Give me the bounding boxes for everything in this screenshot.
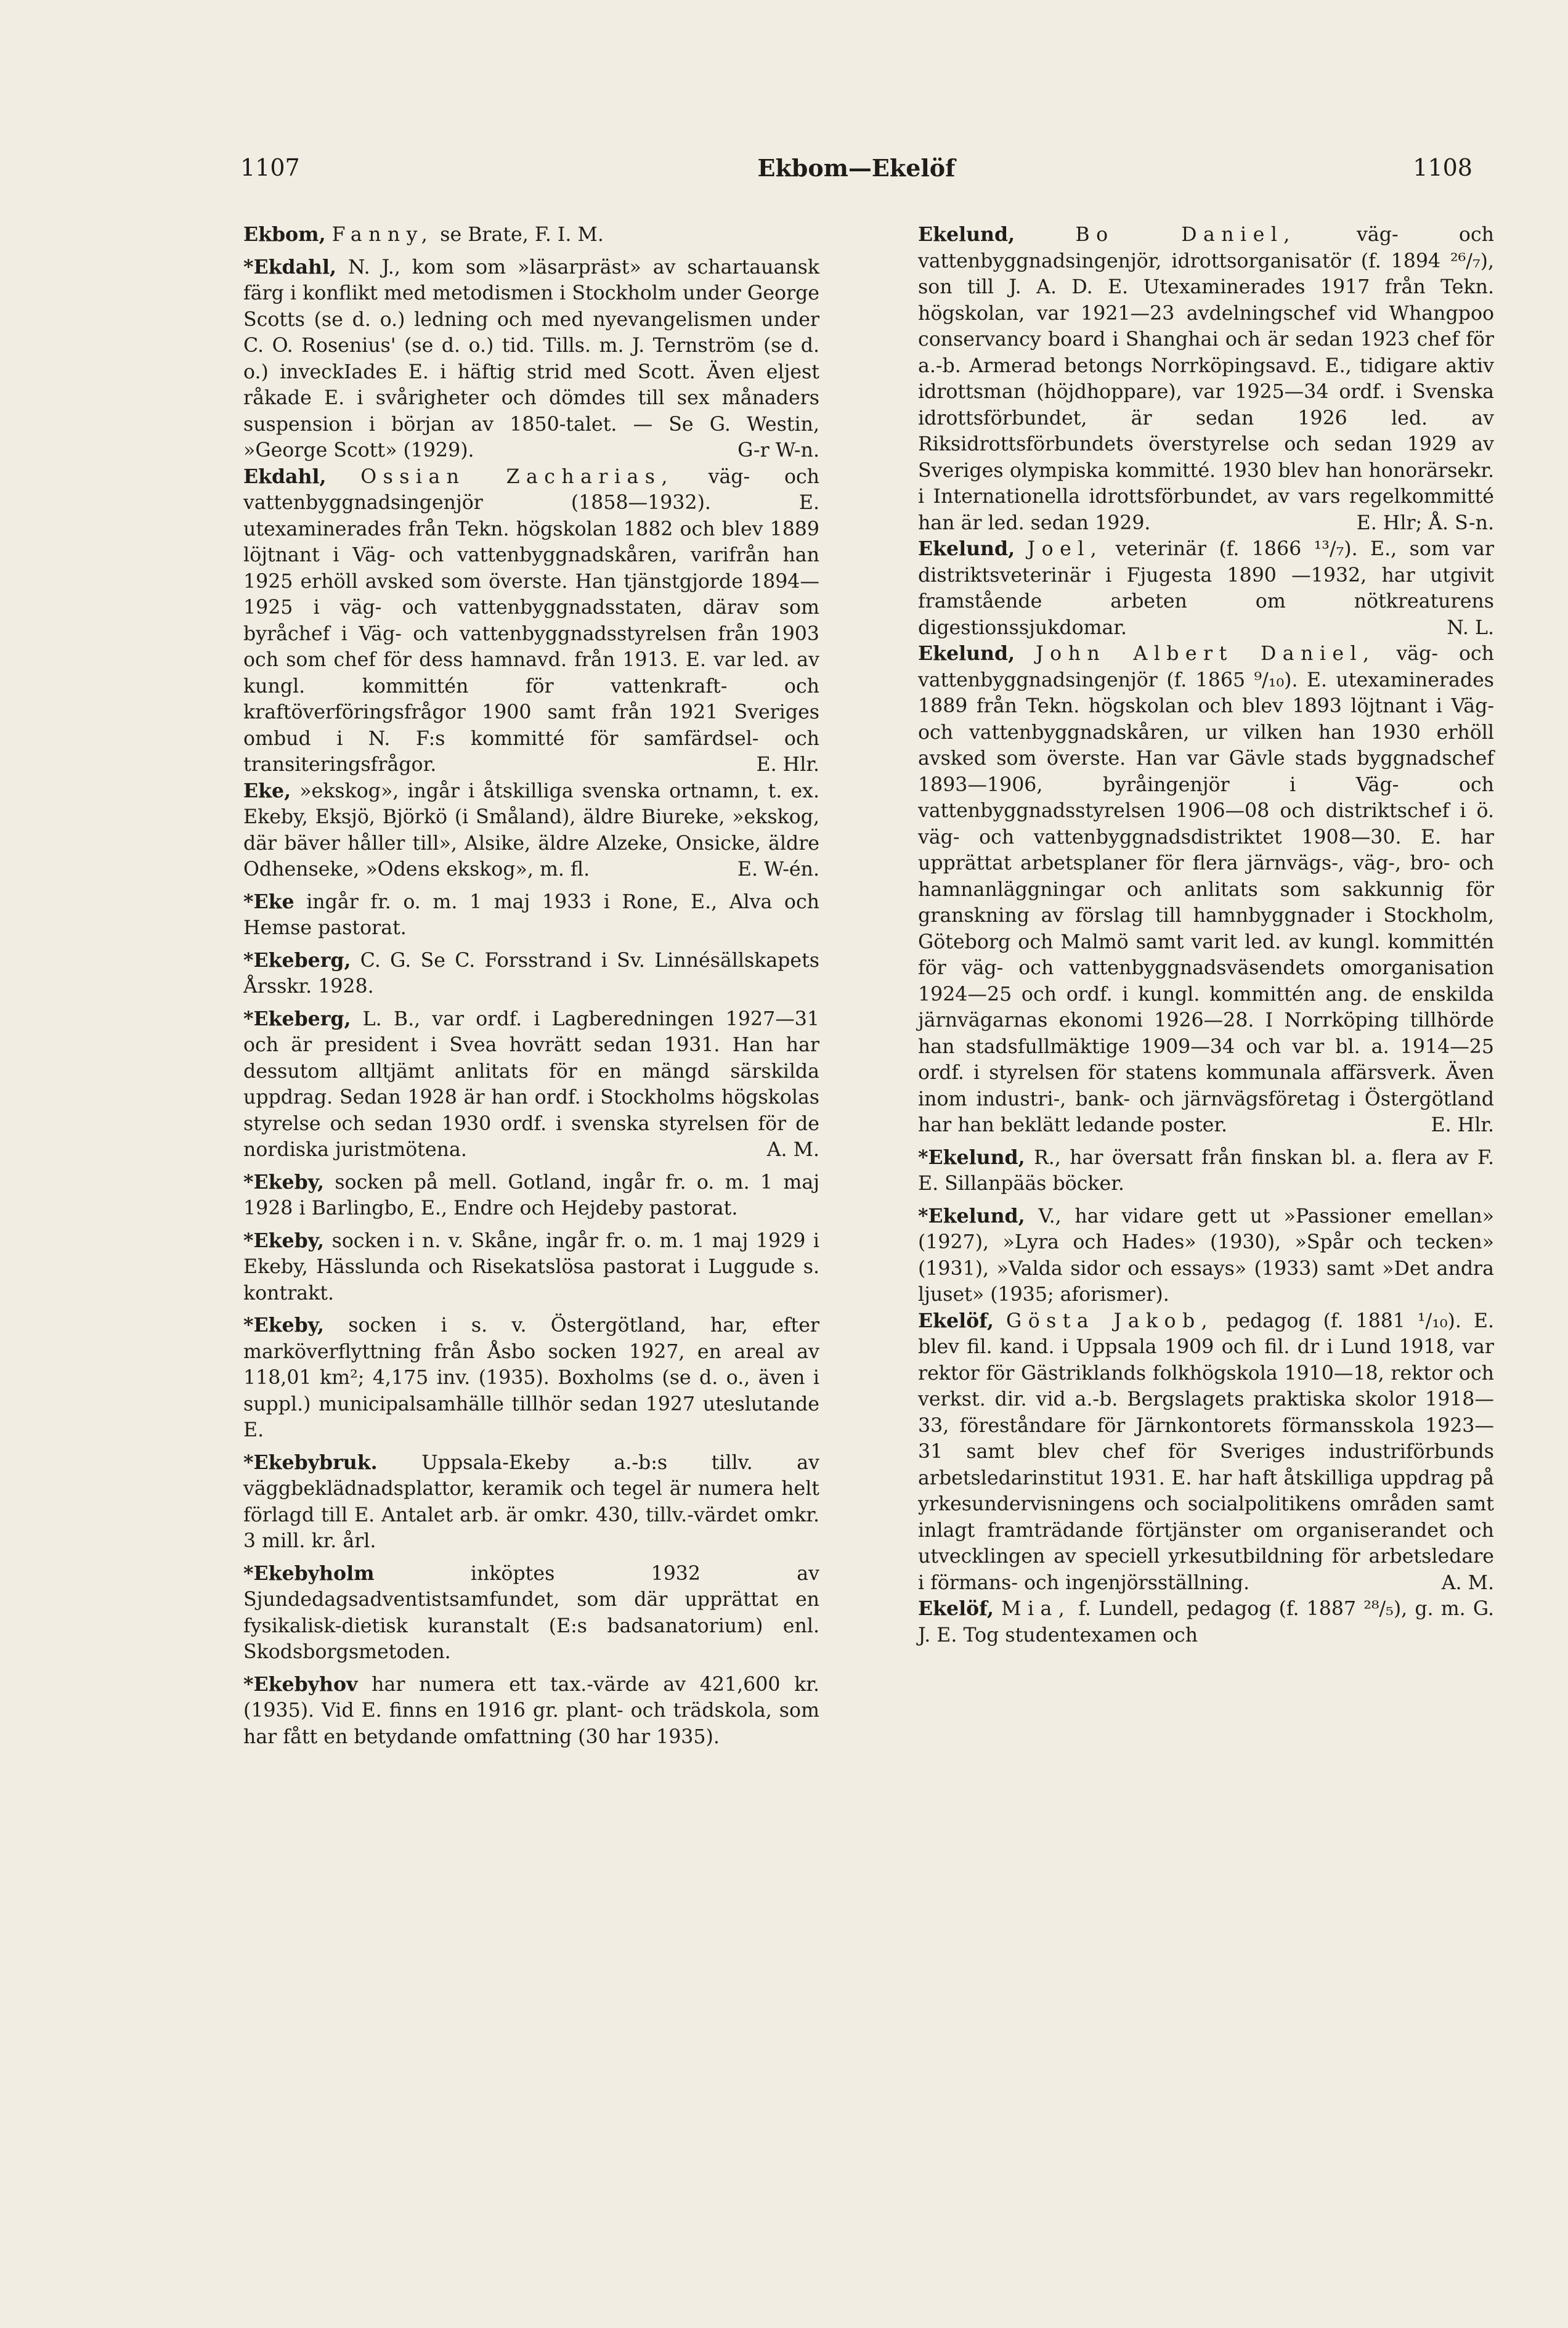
- entry-given-name: Mia,: [1001, 1598, 1071, 1620]
- dictionary-entry: [918, 1145, 1494, 1197]
- entry-signature: G-r W-n.: [737, 439, 819, 462]
- entry-headword: Ekbom,: [243, 223, 326, 246]
- entry-headword: *Ekebybruk.: [243, 1451, 378, 1474]
- entry-headword: Eke,: [243, 779, 291, 802]
- dictionary-entry: [243, 1006, 819, 1163]
- entry-headword: *Ekebyhov: [243, 1672, 358, 1696]
- entry-headword: *Ekeby,: [243, 1170, 325, 1194]
- entry-signature: A. M.: [1441, 1571, 1494, 1594]
- entry-headword: *Ekeby,: [243, 1229, 325, 1252]
- entry-signature: E. W-én.: [737, 858, 819, 881]
- dictionary-entry: [243, 222, 819, 248]
- entry-text: har numera ett tax.-värde av 421,600 kr. (1935). Vid E. finns en 1916 gr. plant- och trädskola, som har fått en betydande omfattning (30 har 1935).: [243, 1673, 819, 1748]
- entry-text: socken i n. v. Skåne, ingår fr. o. m. 1 maj 1929 i Ekeby, Hässlunda och Risekatslösa pastorat i Luggude s. kontrakt.: [243, 1229, 819, 1304]
- dictionary-entry: [243, 254, 819, 464]
- entry-headword: Ekdahl,: [243, 465, 327, 488]
- entry-signature: E. Hlr.: [756, 754, 819, 776]
- dictionary-entry: [918, 536, 1494, 641]
- entry-text: väg- och vattenbyggnadsingenjör, idrottsorganisatör (f. 1894 ²⁶/₇), son till J. A. D. E. Utexaminerades 1917 från Tekn. högskolan, var 1921—23 avdelningschef vid Whangpoo conservancy board i Shanghai och är sedan 1923 chef för a.-b. Armerad betongs Norrköpingsavd. E., tidigare aktiv idrottsman (höjdhoppare), var 1925—34 ordf. i Svenska idrottsförbundet, är sedan 1926 led. av Riksidrottsförbundets överstyrelse och sedan 1929 av Sveriges olympiska kommitté. 1930 blev han honorärsekr. i Internationella idrottsförbundet, av vars regelkommitté han är led. sedan 1929.: [918, 224, 1494, 534]
- dictionary-entry: [918, 1596, 1494, 1648]
- entry-signature: N. L.: [1447, 616, 1494, 639]
- dictionary-entry: [918, 1203, 1494, 1308]
- entry-given-name: John Albert Daniel,: [1036, 643, 1376, 665]
- entry-text: ingår fr. o. m. 1 maj 1933 i Rone, E., Alva och Hemse pastorat.: [243, 890, 819, 939]
- dictionary-entry: [243, 1228, 819, 1307]
- dictionary-entry: [243, 464, 819, 778]
- entry-headword: *Ekebyholm: [243, 1561, 375, 1585]
- entry-headword: Ekelund,: [918, 537, 1015, 560]
- running-title: Ekbom—Ekelöf: [757, 154, 956, 182]
- dictionary-entry: [243, 1313, 819, 1444]
- entry-headword: *Ekelund,: [918, 1146, 1025, 1169]
- dictionary-entry: [918, 1308, 1494, 1597]
- entry-text: L. B., var ordf. i Lagberedningen 1927—31 och är president i Svea hovrätt sedan 1931. Han har dessutom alltjämt anlitats för en mängd särskilda uppdrag. Sedan 1928 är han ordf. i Stockholms högskolas styrelse och sedan 1930 ordf. i svenska styrelsen för de nordiska juristmötena.: [243, 1007, 819, 1161]
- entry-given-name: Bo Daniel,: [1075, 224, 1296, 246]
- entry-text: väg- och vattenbyggnadsingenjör (f. 1865 ⁹/₁₀). E. utexaminerades 1889 från Tekn. högskolan och blev 1893 löjtnant i Väg- och vattenbyggnadskåren, ur vilken han 1930 erhöll avsked som överste. Han var Gävle stads byggnadschef 1893—1906, byråingenjör i Väg- och vattenbyggnadsstyrelsen 1906—08 och distriktschef i ö. väg- och vattenbyggnadsdistriktet 1908—30. E. har upprättat arbetsplaner för flera järnvägs-, väg-, bro- och hamnanläggningar och anlitats som sakkunnig för granskning av förslag till hamnbyggnader i Stockholm, Göteborg och Malmö samt varit led. av kungl. kommittén för väg- och vattenbyggnadsväsendets omorganisation 1924—25 och ordf. i kungl. kommittén ang. de enskilda järnvägarnas ekonomi 1926—28. I Norrköping tillhörde han stadsfullmäktige 1909—34 och var bl. a. 1914—25 ordf. i styrelsen för statens kommunala affärsverk. Även inom industri-, bank- och järnvägsföretag i Östergötland har han beklätt ledande poster.: [918, 643, 1495, 1136]
- dictionary-entry: [918, 222, 1494, 536]
- entry-text: se Brate, F. I. M.: [434, 224, 604, 246]
- entry-given-name: Joel,: [1027, 538, 1103, 560]
- entry-signature: E. Hlr.: [1431, 1114, 1494, 1136]
- dictionary-entry: [243, 889, 819, 942]
- entry-text: V., har vidare gett ut »Passioner emellan» (1927), »Lyra och Hades» (1930), »Spår och tecken» (1931), »Valda sidor och essays» (1933) samt »Det andra ljuset» (1935; aforismer).: [918, 1205, 1494, 1306]
- entry-text: veterinär (f. 1866 ¹³/₇). E., som var distriktsveterinär i Fjugesta 1890 —1932, har utgivit framstående arbeten om nötkreaturens digestionssjukdomar.: [918, 538, 1494, 639]
- entry-headword: Ekelöf,: [918, 1597, 994, 1620]
- entry-text: inköptes 1932 av Sjundedagsadventistsamfundet, som där upprättat en fysikalisk-dietisk kuranstalt (E:s badsanatorium) enl. Skodsborgsmetoden.: [243, 1562, 819, 1663]
- page-number-right: 1108: [1413, 154, 1473, 181]
- dictionary-entry: [243, 1170, 819, 1222]
- entry-headword: *Ekdahl,: [243, 255, 337, 279]
- dictionary-entry: [243, 1561, 819, 1666]
- page-number-left: 1107: [240, 154, 300, 181]
- entry-headword: *Ekeberg,: [243, 1007, 351, 1030]
- entry-given-name: Gösta Jakob,: [1006, 1309, 1214, 1332]
- entry-text: väg- och vattenbyggnadsingenjör (1858—1932). E. utexaminerades från Tekn. högskolan 1882 och blev 1889 löjtnant i Väg- och vattenbyggnadskåren, varifrån han 1925 erhöll avsked som överste. Han tjänstgjorde 1894—1925 i väg- och vattenbyggnadsstaten, därav som byråchef i Väg- och vattenbyggnadsstyrelsen från 1903 och som chef för dess hamnavd. från 1913. E. var led. av kungl. kommittén för vattenkraft- och kraftöverföringsfrågor 1900 samt från 1921 Sveriges ombud i N. F:s kommitté för samfärdsel- och transiteringsfrågor.: [243, 465, 820, 776]
- entry-headword: *Ekelund,: [918, 1204, 1025, 1227]
- entry-headword: Ekelöf,: [918, 1309, 994, 1332]
- dictionary-entry: [918, 641, 1494, 1139]
- left-column: [243, 222, 819, 1750]
- entry-text: N. J., kom som »läsarpräst» av schartauansk färg i konflikt med metodismen i Stockholm under George Scotts (se d. o.) ledning och med nyevangelismen under C. O. Rosenius' (se d. o.) tid. Tills. m. J. Ternström (se d. o.) inveckIades E. i häftig strid med Scott. Även eljest råkade E. i svårigheter och dömdes till sex månaders suspension i början av 1850-talet. — Se G. Westin, »George Scott» (1929).: [243, 256, 819, 462]
- entry-headword: Ekelund,: [918, 223, 1015, 246]
- entry-given-name: Ossian Zacharias,: [360, 465, 674, 488]
- entry-headword: Ekelund,: [918, 642, 1015, 665]
- dictionary-entry: [243, 948, 819, 1000]
- entry-headword: *Eke: [243, 890, 295, 913]
- entry-headword: *Ekeby,: [243, 1314, 325, 1337]
- right-column: [918, 222, 1494, 1648]
- dictionary-entry: [243, 778, 819, 883]
- entry-text: »ekskog», ingår i åtskilliga svenska ortnamn, t. ex. Ekeby, Eksjö, Björkö (i Småland), äldre Biureke, »ekskog, där bäver håller till», Alsike, äldre Alzeke, Onsicke, äldre Odhenseke, »Odens ekskog», m. fl.: [243, 779, 819, 881]
- entry-signature: E. Hlr; Å. S-n.: [1356, 511, 1494, 534]
- entry-text: R., har översatt från finskan bl. a. flera av F. E. Sillanpääs böcker.: [918, 1146, 1494, 1195]
- entry-headword: *Ekeberg,: [243, 948, 351, 972]
- entry-given-name: Fanny,: [331, 224, 434, 246]
- entry-text: f. Lundell, pedagog (f. 1887 ²⁸/₅), g. m. G. J. E. Tog studentexamen och: [918, 1598, 1494, 1646]
- entry-text: Uppsala-Ekeby a.-b:s tillv. av väggbeklädnadsplattor, keramik och tegel är numera helt förlagd till E. Antalet arb. är omkr. 430, tillv.-värdet omkr. 3 mill. kr. årl.: [243, 1451, 819, 1552]
- entry-text: C. G. Se C. Forsstrand i Sv. Linnésällskapets Årsskr. 1928.: [243, 949, 819, 998]
- entry-text: socken på mell. Gotland, ingår fr. o. m. 1 maj 1928 i Barlingbo, E., Endre och Hejdeby pastorat.: [243, 1171, 819, 1219]
- dictionary-entry: [243, 1450, 819, 1555]
- dictionary-entry: [243, 1672, 819, 1751]
- page-header: [240, 154, 1473, 197]
- entry-text: pedagog (f. 1881 ¹/₁₀). E. blev fil. kand. i Uppsala 1909 och fil. dr i Lund 1918, var rektor för Gästriklands folkhögskola 1910—18, rektor och verkst. dir. vid a.-b. Bergslagets praktiska skolor 1918—33, föreståndare för Järnkontorets förmansskola 1923—31 samt blev chef för Sveriges industriförbunds arbetsledarinstitut 1931. E. har haft åtskilliga uppdrag på yrkesundervisningens och socialpolitikens områden samt inlagt framträdande förtjänster om organiserandet och utvecklingen av speciell yrkesutbildning för arbetsledare i förmans- och ingenjörsställning.: [918, 1309, 1494, 1594]
- entry-text: socken i s. v. Östergötland, har, efter marköverflyttning från Åsbo socken 1927, en areal av 118,01 km²; 4,175 inv. (1935). Boxholms (se d. o., även i suppl.) municipalsamhälle tillhör sedan 1927 uteslutande E.: [243, 1314, 819, 1441]
- entry-signature: A. M.: [766, 1139, 819, 1161]
